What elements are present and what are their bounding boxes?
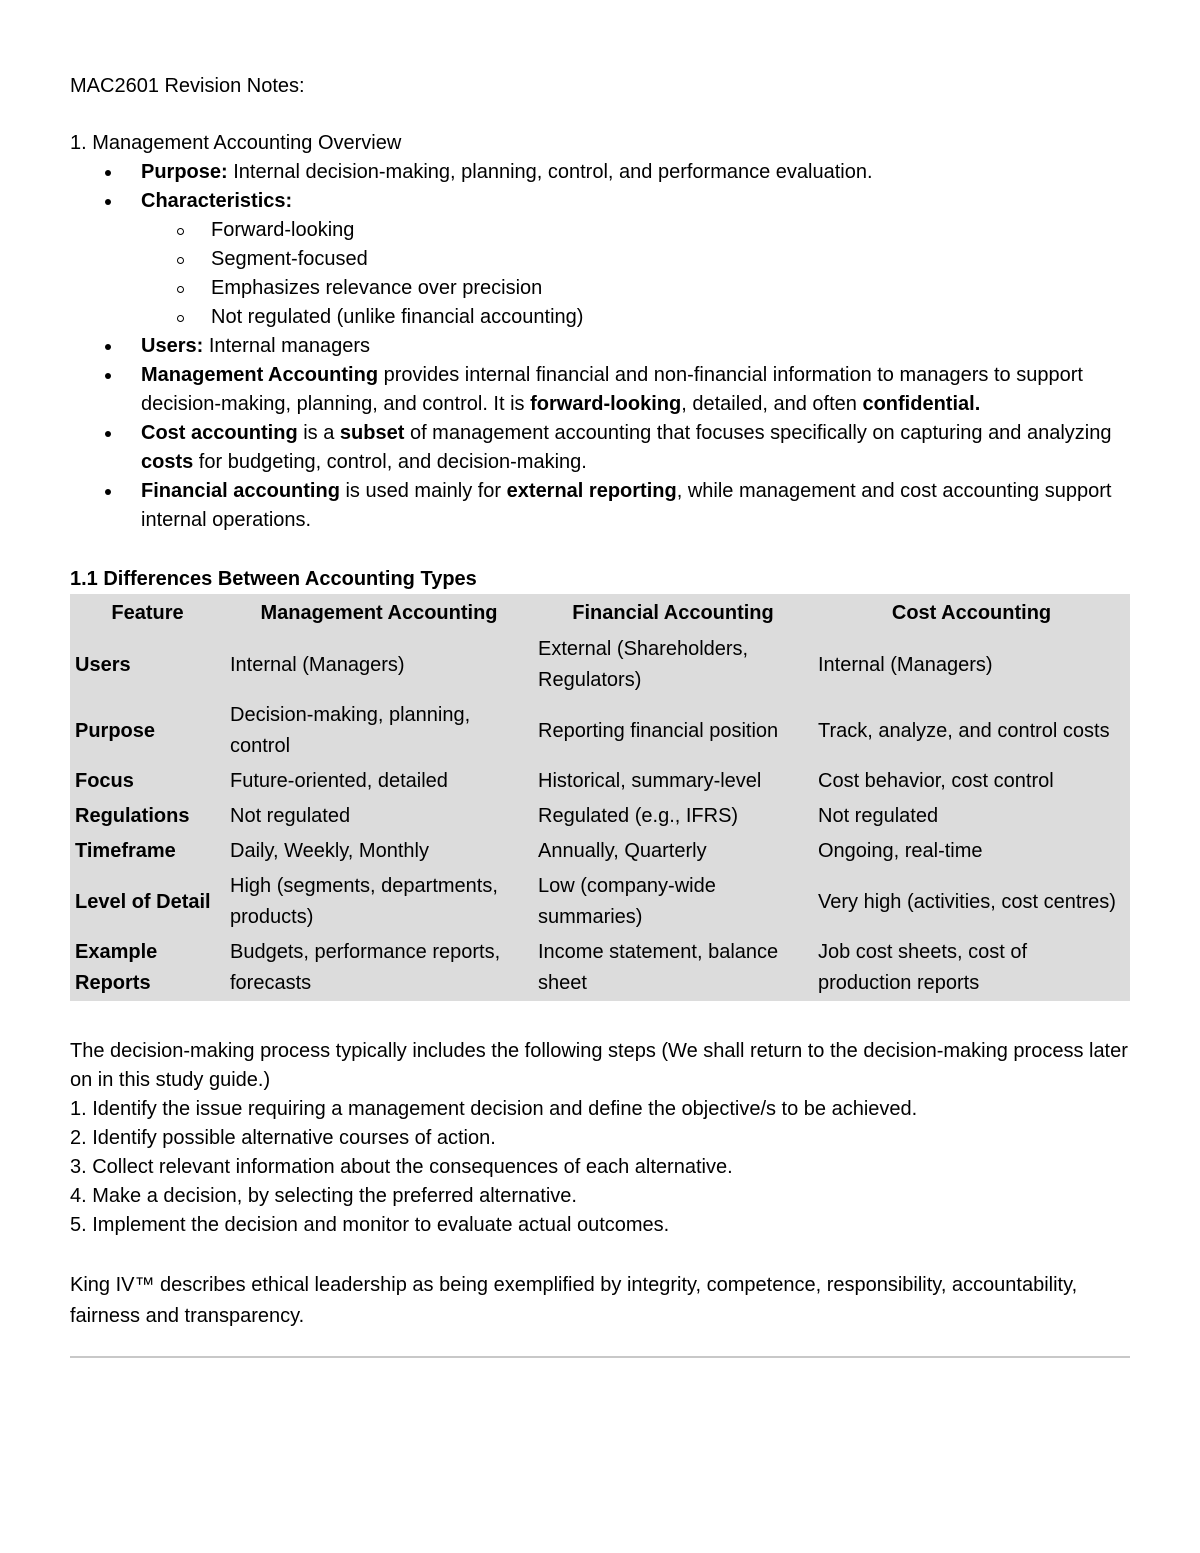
cost-text: of management accounting that focuses specifically on capturing and analyzing [404, 422, 1112, 444]
users-label: Users: [141, 335, 204, 357]
table-cell: Reporting financial position [538, 719, 779, 742]
document-page [70, 72, 1130, 1358]
table-cell: Purpose [75, 719, 156, 742]
table-cell: High (segments, departments, products) [230, 875, 498, 928]
table-cell: Decision-making, planning, control [230, 704, 471, 757]
list-item [70, 332, 1130, 361]
ma-text: , detailed, and often [681, 393, 863, 415]
table-cell: Annually, Quarterly [538, 840, 707, 862]
overview-bullet-list [70, 158, 1130, 535]
table-cell: Internal (Managers) [230, 653, 405, 676]
column-header: Financial Accounting [572, 602, 774, 624]
table-cell: Not regulated [230, 805, 351, 827]
table-cell: Very high (activities, cost centres) [818, 890, 1116, 913]
table-cell: Level of Detail [75, 890, 211, 913]
table-cell: Example Reports [75, 941, 158, 994]
column-header: Cost Accounting [891, 602, 1052, 624]
characteristics-label: Characteristics: [141, 190, 293, 212]
sub-list-item: Not regulated (unlike financial accounting) [70, 303, 1130, 332]
table-row [70, 869, 1130, 935]
list-item: 1. Identify the issue requiring a management decision and define the objective/s to be achieved. [70, 1098, 918, 1120]
table-row [70, 632, 1130, 698]
table-heading: 1.1 Differences Between Accounting Types [70, 568, 477, 590]
table-row [70, 764, 1130, 799]
table-header-row [70, 594, 1130, 632]
list-item: 4. Make a decision, by selecting the preferred alternative. [70, 1185, 577, 1207]
fin-label: Financial accounting [141, 480, 340, 502]
table-row [70, 698, 1130, 764]
table-cell: Focus [75, 770, 134, 792]
purpose-text: Internal decision-making, planning, control, and performance evaluation. [227, 161, 873, 183]
table-cell: Timeframe [75, 840, 176, 862]
fin-bold-term: external reporting [506, 480, 677, 502]
cost-bold-term: costs [141, 451, 194, 473]
list-item [70, 158, 1130, 187]
table-cell: Ongoing, real-time [818, 840, 983, 862]
sub-list-item: Segment-focused [70, 245, 1130, 274]
cost-text: is a [297, 422, 340, 444]
ma-bold-term: forward-looking [530, 393, 682, 415]
list-item [70, 419, 1130, 477]
table-cell: Daily, Weekly, Monthly [230, 840, 429, 862]
cost-label: Cost accounting [141, 422, 298, 444]
table-row [70, 935, 1130, 1001]
list-item: 3. Collect relevant information about the consequences of each alternative. [70, 1156, 733, 1178]
accounting-types-table [70, 594, 1130, 1001]
list-item [70, 187, 1130, 332]
users-text: Internal managers [203, 335, 371, 357]
cost-bold-term: subset [339, 422, 405, 444]
ma-text: provides internal financial and non-financial information to managers to support decision-making, planning, and control. It is [141, 364, 1083, 415]
decision-steps-list [70, 1095, 1130, 1240]
fin-text: , while management and cost accounting support internal operations. [141, 480, 1112, 531]
table-cell: Future-oriented, detailed [230, 770, 448, 792]
table-cell: Regulations [75, 805, 190, 827]
decision-intro: The decision-making process typically includes the following steps (We shall return to the decision-making process later on in this study guide.) [70, 1040, 1128, 1091]
ma-label: Management Accounting [141, 364, 379, 386]
sub-list-item: Forward-looking [70, 216, 1130, 245]
list-item: 2. Identify possible alternative courses of action. [70, 1127, 496, 1149]
characteristics-sublist [141, 216, 1130, 332]
table-row [70, 834, 1130, 869]
ma-bold-term: confidential [862, 393, 975, 415]
list-item: 5. Implement the decision and monitor to evaluate actual outcomes. [70, 1214, 670, 1236]
table-cell: Low (company-wide summaries) [538, 875, 716, 928]
fin-text: is used mainly for [339, 480, 507, 502]
table-cell: Users [75, 653, 131, 676]
table-cell: Income statement, balance sheet [538, 941, 779, 994]
table-cell: Cost behavior, cost control [818, 770, 1054, 792]
table-cell: Regulated (e.g., IFRS) [538, 805, 739, 827]
purpose-label: Purpose: [141, 161, 228, 183]
document-title: MAC2601 Revision Notes: [70, 75, 305, 97]
section-heading: 1. Management Accounting Overview [70, 132, 402, 154]
table-cell: Not regulated [818, 805, 939, 827]
table-cell: Historical, summary-level [538, 770, 762, 792]
cost-text: for budgeting, control, and decision-making. [193, 451, 587, 473]
list-item [70, 361, 1130, 419]
table-cell: Internal (Managers) [818, 653, 993, 676]
table-cell: Job cost sheets, cost of production reports [818, 941, 1027, 994]
table-cell: Track, analyze, and control costs [818, 719, 1110, 742]
table-row [70, 799, 1130, 834]
ma-period: . [974, 393, 981, 415]
table-cell: Budgets, performance reports, forecasts [230, 941, 501, 994]
column-header: Feature [111, 602, 184, 624]
sub-list-item: Emphasizes relevance over precision [70, 274, 1130, 303]
king-iv-paragraph: King IV™ describes ethical leadership as being exemplified by integrity, competence, responsibility, accountability, fairness and transparency. [70, 1274, 1078, 1327]
table-cell: External (Shareholders, Regulators) [538, 638, 749, 691]
column-header: Management Accounting [260, 602, 498, 624]
list-item [70, 477, 1130, 535]
horizontal-divider [70, 1356, 1130, 1358]
